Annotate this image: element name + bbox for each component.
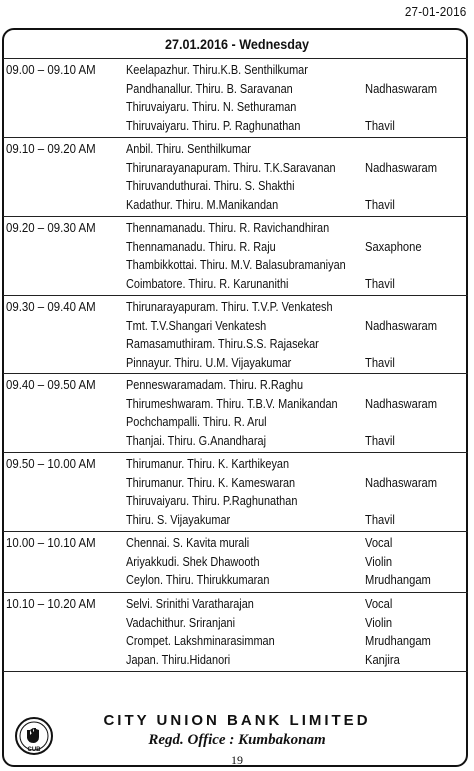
artist-name: Kadathur. Thiru. M.Manikandan bbox=[126, 196, 279, 212]
artist-name: Keelapazhur. Thiru.K.B. Senthilkumar bbox=[126, 62, 308, 77]
performer-row bbox=[126, 62, 466, 80]
performer-row bbox=[126, 276, 466, 294]
row-divider bbox=[3, 373, 468, 374]
performer-row bbox=[126, 220, 466, 238]
performer-row bbox=[126, 81, 466, 99]
performer-row bbox=[126, 118, 466, 136]
performer-row bbox=[126, 178, 466, 196]
artist-name: Chennai. S. Kavita murali bbox=[126, 535, 250, 550]
performer-row bbox=[126, 596, 466, 614]
slot-time: 09.00 – 09.10 AM bbox=[6, 62, 96, 77]
instrument: Violin bbox=[365, 553, 393, 569]
performer-row bbox=[126, 554, 466, 572]
slot-time: 09.50 – 10.00 AM bbox=[6, 456, 96, 471]
row-divider bbox=[3, 671, 468, 672]
registered-office: Regd. Office : Kumbakonam bbox=[148, 732, 326, 748]
instrument: Nadhaswaram bbox=[365, 395, 438, 411]
artist-name: Pandhanallur. Thiru. B. Saravanan bbox=[126, 80, 293, 96]
performer-row bbox=[126, 141, 466, 159]
artist-name: Ariyakkudi. Shek Dhawooth bbox=[126, 553, 260, 569]
page-number: 19 bbox=[231, 753, 243, 767]
performer-row bbox=[126, 336, 466, 354]
instrument: Nadhaswaram bbox=[365, 474, 438, 490]
artist-name: Thirunarayapuram. Thiru. T.V.P. Venkatesh bbox=[126, 299, 333, 314]
performer-row bbox=[126, 433, 466, 451]
bank-name: CITY UNION BANK LIMITED bbox=[103, 712, 371, 729]
artist-name: Pochchampalli. Thiru. R. Arul bbox=[126, 414, 267, 430]
slot-time: 10.10 – 10.20 AM bbox=[6, 596, 96, 611]
instrument: Kanjira bbox=[365, 651, 400, 667]
instrument: Saxaphone bbox=[365, 238, 422, 254]
artist-name: Thiru. S. Vijayakumar bbox=[126, 511, 231, 527]
row-divider bbox=[3, 58, 468, 59]
artist-name: Thanjai. Thiru. G.Anandharaj bbox=[126, 432, 267, 448]
performer-row bbox=[126, 493, 466, 511]
artist-name: Anbil. Thiru. Senthilkumar bbox=[126, 141, 251, 156]
artist-name: Thiruvaiyaru. Thiru. N. Sethuraman bbox=[126, 99, 297, 115]
artist-name: Ceylon. Thiru. Thirukkumaran bbox=[126, 572, 270, 588]
performer-row bbox=[126, 572, 466, 590]
artist-name: Ramasamuthiram. Thiru.S.S. Rajasekar bbox=[126, 336, 319, 352]
artist-name: Tmt. T.V.Shangari Venkatesh bbox=[126, 317, 267, 333]
artist-name: Thambikkottai. Thiru. M.V. Balasubramaniyan bbox=[126, 257, 346, 273]
artist-name: Vadachithur. Sriranjani bbox=[126, 614, 236, 630]
instrument: Thavil bbox=[365, 354, 395, 370]
performer-row bbox=[126, 456, 466, 474]
logo-text: CUB bbox=[27, 747, 41, 753]
performer-row bbox=[126, 318, 466, 336]
performer-row bbox=[126, 160, 466, 178]
slot-time: 09.30 – 09.40 AM bbox=[6, 299, 96, 314]
artist-name: Thirunarayanapuram. Thiru. T.K.Saravanan bbox=[126, 159, 336, 175]
artist-name: Penneswaramadam. Thiru. R.Raghu bbox=[126, 377, 304, 392]
instrument: Vocal bbox=[365, 535, 393, 550]
artist-name: Crompet. Lakshminarasimman bbox=[126, 633, 275, 649]
performer-row bbox=[126, 652, 466, 670]
artist-name: Thirumeshwaram. Thiru. T.B.V. Manikandan bbox=[126, 395, 338, 411]
instrument: Thavil bbox=[365, 275, 395, 291]
row-divider bbox=[3, 295, 468, 296]
artist-name: Coimbatore. Thiru. R. Karunanithi bbox=[126, 275, 289, 291]
performer-row bbox=[126, 396, 466, 414]
row-divider bbox=[3, 137, 468, 138]
artist-name: Thiruvaiyaru. Thiru. P.Raghunathan bbox=[126, 493, 298, 509]
performer-row bbox=[126, 377, 466, 395]
performer-row bbox=[126, 257, 466, 275]
artist-name: Thiruvaiyaru. Thiru. P. Raghunathan bbox=[126, 117, 301, 133]
performer-row bbox=[126, 633, 466, 651]
performer-row bbox=[126, 615, 466, 633]
artist-name: Thennamanadu. Thiru. R. Raju bbox=[126, 238, 276, 254]
instrument: Nadhaswaram bbox=[365, 80, 438, 96]
row-divider bbox=[3, 531, 468, 532]
performer-row bbox=[126, 355, 466, 373]
instrument: Thavil bbox=[365, 511, 395, 527]
instrument: Nadhaswaram bbox=[365, 317, 438, 333]
performer-row bbox=[126, 512, 466, 530]
artist-name: Thiruvanduthurai. Thiru. S. Shakthi bbox=[126, 178, 295, 194]
artist-name: Thirumanur. Thiru. K. Karthikeyan bbox=[126, 456, 290, 471]
artist-name: Thirumanur. Thiru. K. Kameswaran bbox=[126, 474, 296, 490]
performer-row bbox=[126, 239, 466, 257]
artist-name: Selvi. Srinithi Varatharajan bbox=[126, 596, 254, 611]
slot-time: 09.10 – 09.20 AM bbox=[6, 141, 96, 156]
instrument: Thavil bbox=[365, 196, 395, 212]
slot-time: 10.00 – 10.10 AM bbox=[6, 535, 96, 550]
instrument: Vocal bbox=[365, 596, 393, 611]
artist-name: Japan. Thiru.Hidanori bbox=[126, 651, 231, 667]
artist-name: Thennamanadu. Thiru. R. Ravichandhiran bbox=[126, 220, 330, 235]
day-title: 27.01.2016 - Wednesday bbox=[164, 36, 310, 52]
performer-row bbox=[126, 99, 466, 117]
instrument: Nadhaswaram bbox=[365, 159, 438, 175]
slot-time: 09.40 – 09.50 AM bbox=[6, 377, 96, 392]
slot-time: 09.20 – 09.30 AM bbox=[6, 220, 96, 235]
header-date: 27-01-2016 bbox=[404, 4, 466, 19]
instrument: Mrudhangam bbox=[365, 633, 431, 649]
instrument: Violin bbox=[365, 614, 393, 630]
performer-row bbox=[126, 299, 466, 317]
instrument: Thavil bbox=[365, 117, 395, 133]
performer-row bbox=[126, 414, 466, 432]
instrument: Thavil bbox=[365, 432, 395, 448]
instrument: Mrudhangam bbox=[365, 572, 431, 588]
artist-name: Pinnayur. Thiru. U.M. Vijayakumar bbox=[126, 354, 292, 370]
performer-row bbox=[126, 197, 466, 215]
row-divider bbox=[3, 592, 468, 593]
performer-row bbox=[126, 535, 466, 553]
performer-row bbox=[126, 475, 466, 493]
row-divider bbox=[3, 452, 468, 453]
row-divider bbox=[3, 216, 468, 217]
